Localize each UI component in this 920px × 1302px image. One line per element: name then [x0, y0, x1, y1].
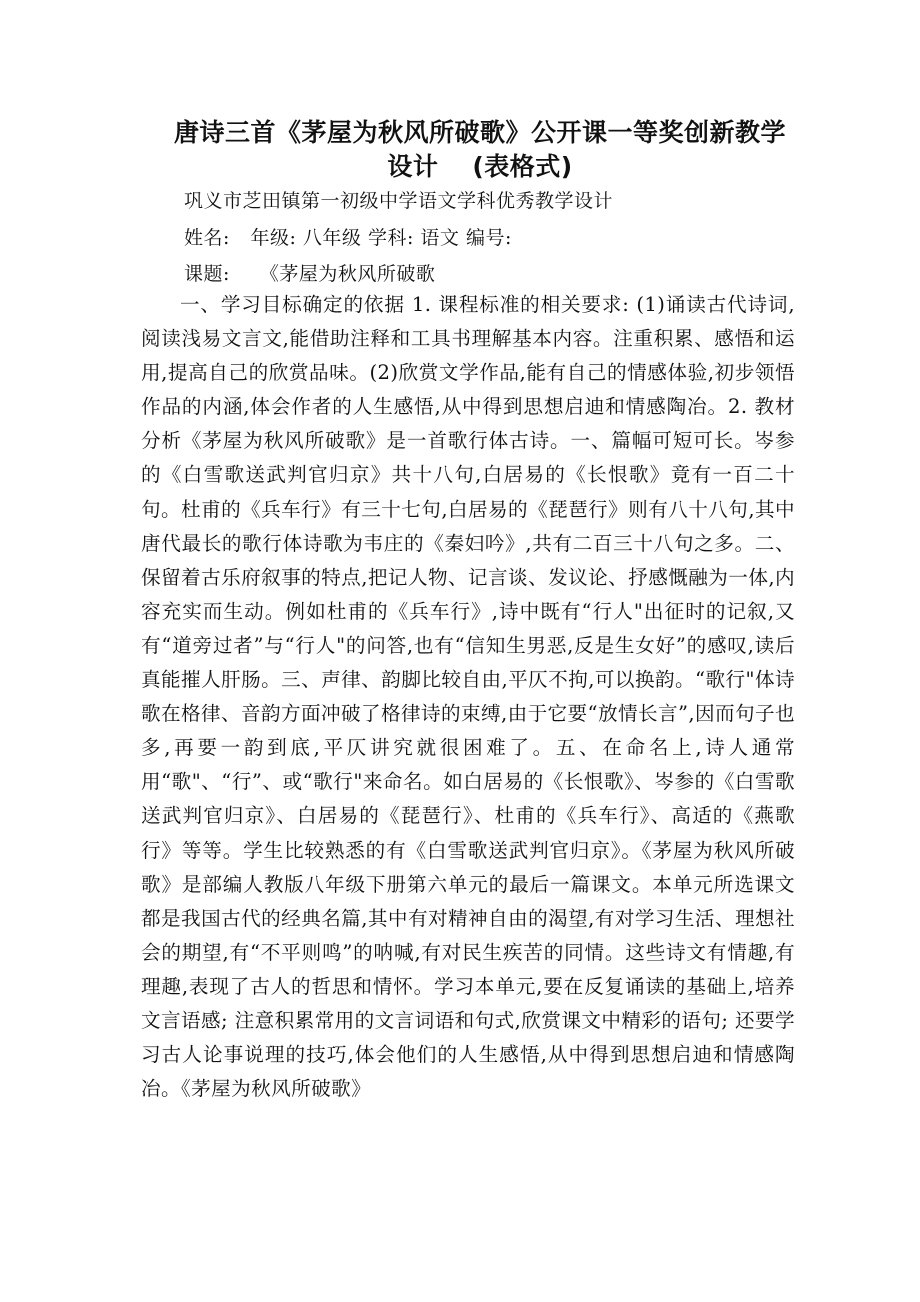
topic-label: 课题:: [184, 263, 230, 285]
document-title-line2: [140, 147, 820, 183]
title-design-word: 设计: [387, 152, 439, 181]
subject-value: 语文: [420, 227, 460, 249]
topic-value: 《茅屋为秋风所破歌: [259, 263, 436, 285]
topic-line: [184, 259, 435, 286]
grade-value: 八年级: [302, 227, 362, 249]
body-paragraph: 一、学习目标确定的依据 1. 课程标准的相关要求: (1)诵读古代诗词,阅读浅易文言文,能借助注释和工具书理解基本内容。注重积累、感悟和运用,提高自己的欣赏品味。(2)欣赏文学作品,能有自己的情感体验,初步领悟作品的内涵,体会作者的人生感悟,从中得到思想启迪和情感陶冶。2. 教材分析《茅屋为秋风所破歌》是一首歌行体古诗。一、篇幅可短可长。岑参的《白雪歌送武判官归京》共十八句,白居易的《长恨歌》竟有一百二十句。杜甫的《兵车行》有三十七句,白居易的《琵琶行》则有八十八句,其中唐代最长的歌行体诗歌为韦庄的《秦妇吟》,共有二百三十八句之多。二、保留着古乐府叙事的特点,把记人物、记言谈、发议论、抒感慨融为一体,内容充实而生动。例如杜甫的《兵车行》,诗中既有“行人"出征时的记叙,又有“道旁过者”与“行人"的问答,也有“信知生男恶,反是生女好”的感叹,读后真能摧人肝肠。三、声律、韵脚比较自由,平仄不拘,可以换韵。“歌行"体诗歌在格律、音韵方面冲破了格律诗的束缚,由于它要“放情长言”,因而句子也多,再要一韵到底,平仄讲究就很困难了。五、在命名上,诗人通常用“歌"、“行”、或“歌行"来命名。如白居易的《长恨歌》、岑参的《白雪歌送武判官归京》、白居易的《琵琶行》、杜甫的《兵车行》、高适的《燕歌行》等等。学生比较熟悉的有《白雪歌送武判官归京》。《茅屋为秋风所破歌》是部编人教版八年级下册第六单元的最后一篇课文。本单元所选课文都是我国古代的经典名篇,其中有对精神自由的渴望,有对学习生活、理想社会的期望,有“不平则鸣”的呐喊,有对民生疾苦的同情。这些诗文有情趣,有理趣,表现了古人的哲思和情怀。学习本单元,要在反复诵读的基础上,培养文言语感; 注意积累常用的文言词语和句式,欣赏课文中精彩的语句; 还要学习古人论事说理的技巧,体会他们的人生感悟,从中得到思想启迪和情感陶冶。《茅屋为秋风所破歌》: [141, 293, 795, 1101]
grade-label: 年级:: [250, 227, 297, 249]
subject-label: 学科:: [367, 227, 414, 249]
document-title-line1: 唐诗三首《茅屋为秋风所破歌》公开课一等奖创新教学: [173, 118, 786, 147]
number-label: 编号:: [465, 227, 512, 249]
school-line: 巩义市芝田镇第一初级中学语文学科优秀教学设计: [184, 190, 614, 212]
info-line: [184, 223, 512, 250]
name-label: 姓名:: [184, 227, 230, 249]
title-format-note: (表格式): [472, 152, 573, 181]
